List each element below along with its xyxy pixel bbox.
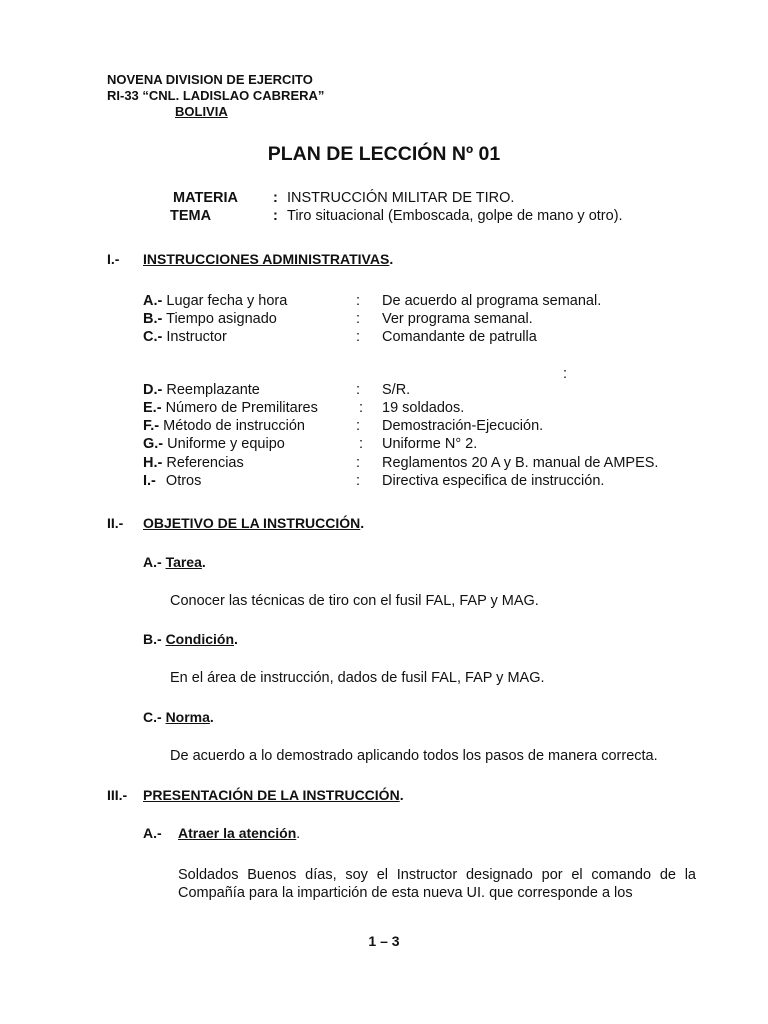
list-item: E.- Número de Premilitares <box>143 400 318 416</box>
section3-heading: PRESENTACIÓN DE LA INSTRUCCIÓN. <box>143 787 404 803</box>
norma-heading: C.- Norma. <box>143 709 214 725</box>
list-item-value: Comandante de patrulla <box>382 329 537 345</box>
list-item-colon: : <box>356 418 361 434</box>
list-item-colon: : <box>359 436 364 452</box>
section3-number: III.- <box>107 787 128 803</box>
tema-label: TEMA <box>170 208 212 224</box>
tarea-text: Conocer las técnicas de tiro con el fusil FAL, FAP y MAG. <box>170 593 539 609</box>
page-number: 1 – 3 <box>368 933 400 949</box>
list-item-value: De acuerdo al programa semanal. <box>382 293 602 309</box>
list-item-value: Ver programa semanal. <box>382 311 533 327</box>
regiment-name: RI-33 “CNL. LADISLAO CABRERA” <box>107 88 325 103</box>
list-item-value: Reglamentos 20 A y B. manual de AMPES. <box>382 455 659 471</box>
materia-value: INSTRUCCIÓN MILITAR DE TIRO. <box>287 190 515 206</box>
list-item-colon: : <box>356 455 361 471</box>
tema-colon: : <box>273 208 278 224</box>
list-item: G.- Uniforme y equipo <box>143 436 285 452</box>
list-item-value: Demostración-Ejecución. <box>382 418 544 434</box>
list-item: F.- Método de instrucción <box>143 418 305 434</box>
section1-number: I.- <box>107 251 120 267</box>
list-item: B.- Tiempo asignado <box>143 311 277 327</box>
section2-heading: OBJETIVO DE LA INSTRUCCIÓN. <box>143 515 365 531</box>
page-title: PLAN DE LECCIÓN Nº 01 <box>267 143 501 165</box>
atencion-letter: A.- <box>143 825 162 841</box>
stray-colon: : <box>563 366 568 382</box>
country-name: BOLIVIA <box>175 104 228 119</box>
list-item-value: 19 soldados. <box>382 400 465 416</box>
list-item-value: Uniforme N° 2. <box>382 436 478 452</box>
list-item-colon: : <box>359 400 364 416</box>
atencion-heading: Atraer la atención. <box>178 825 301 841</box>
condicion-heading: B.- Condición. <box>143 631 238 647</box>
materia-label: MATERIA <box>173 190 238 206</box>
list-item: C.- Instructor <box>143 329 227 345</box>
materia-colon: : <box>273 190 278 206</box>
list-item-value: Directiva especifica de instrucción. <box>382 473 605 489</box>
tema-value: Tiro situacional (Emboscada, golpe de mano y otro). <box>287 208 623 224</box>
list-item-colon: : <box>356 473 361 489</box>
list-item: H.- Referencias <box>143 455 244 471</box>
condicion-text: En el área de instrucción, dados de fusil FAL, FAP y MAG. <box>170 670 545 686</box>
list-item-colon: : <box>356 329 361 345</box>
section2-number: II.- <box>107 515 124 531</box>
norma-text: De acuerdo a lo demostrado aplicando todos los pasos de manera correcta. <box>170 748 658 764</box>
section1-heading: INSTRUCCIONES ADMINISTRATIVAS. <box>143 251 394 267</box>
list-item-value: S/R. <box>382 382 411 398</box>
list-item-colon: : <box>356 311 361 327</box>
list-item-colon: : <box>356 382 361 398</box>
tarea-heading: A.- Tarea. <box>143 554 206 570</box>
list-item-colon: : <box>356 293 361 309</box>
list-item: D.- Reemplazante <box>143 382 260 398</box>
list-item: I.- Otros <box>143 473 202 489</box>
unit-name: NOVENA DIVISION DE EJERCITO <box>107 72 313 87</box>
list-item: A.- Lugar fecha y hora <box>143 293 288 309</box>
atencion-paragraph: Soldados Buenos días, soy el Instructor designado por el comando de la Compañía para la impartición de esta nueva UI. que corresponde a los <box>178 867 696 901</box>
